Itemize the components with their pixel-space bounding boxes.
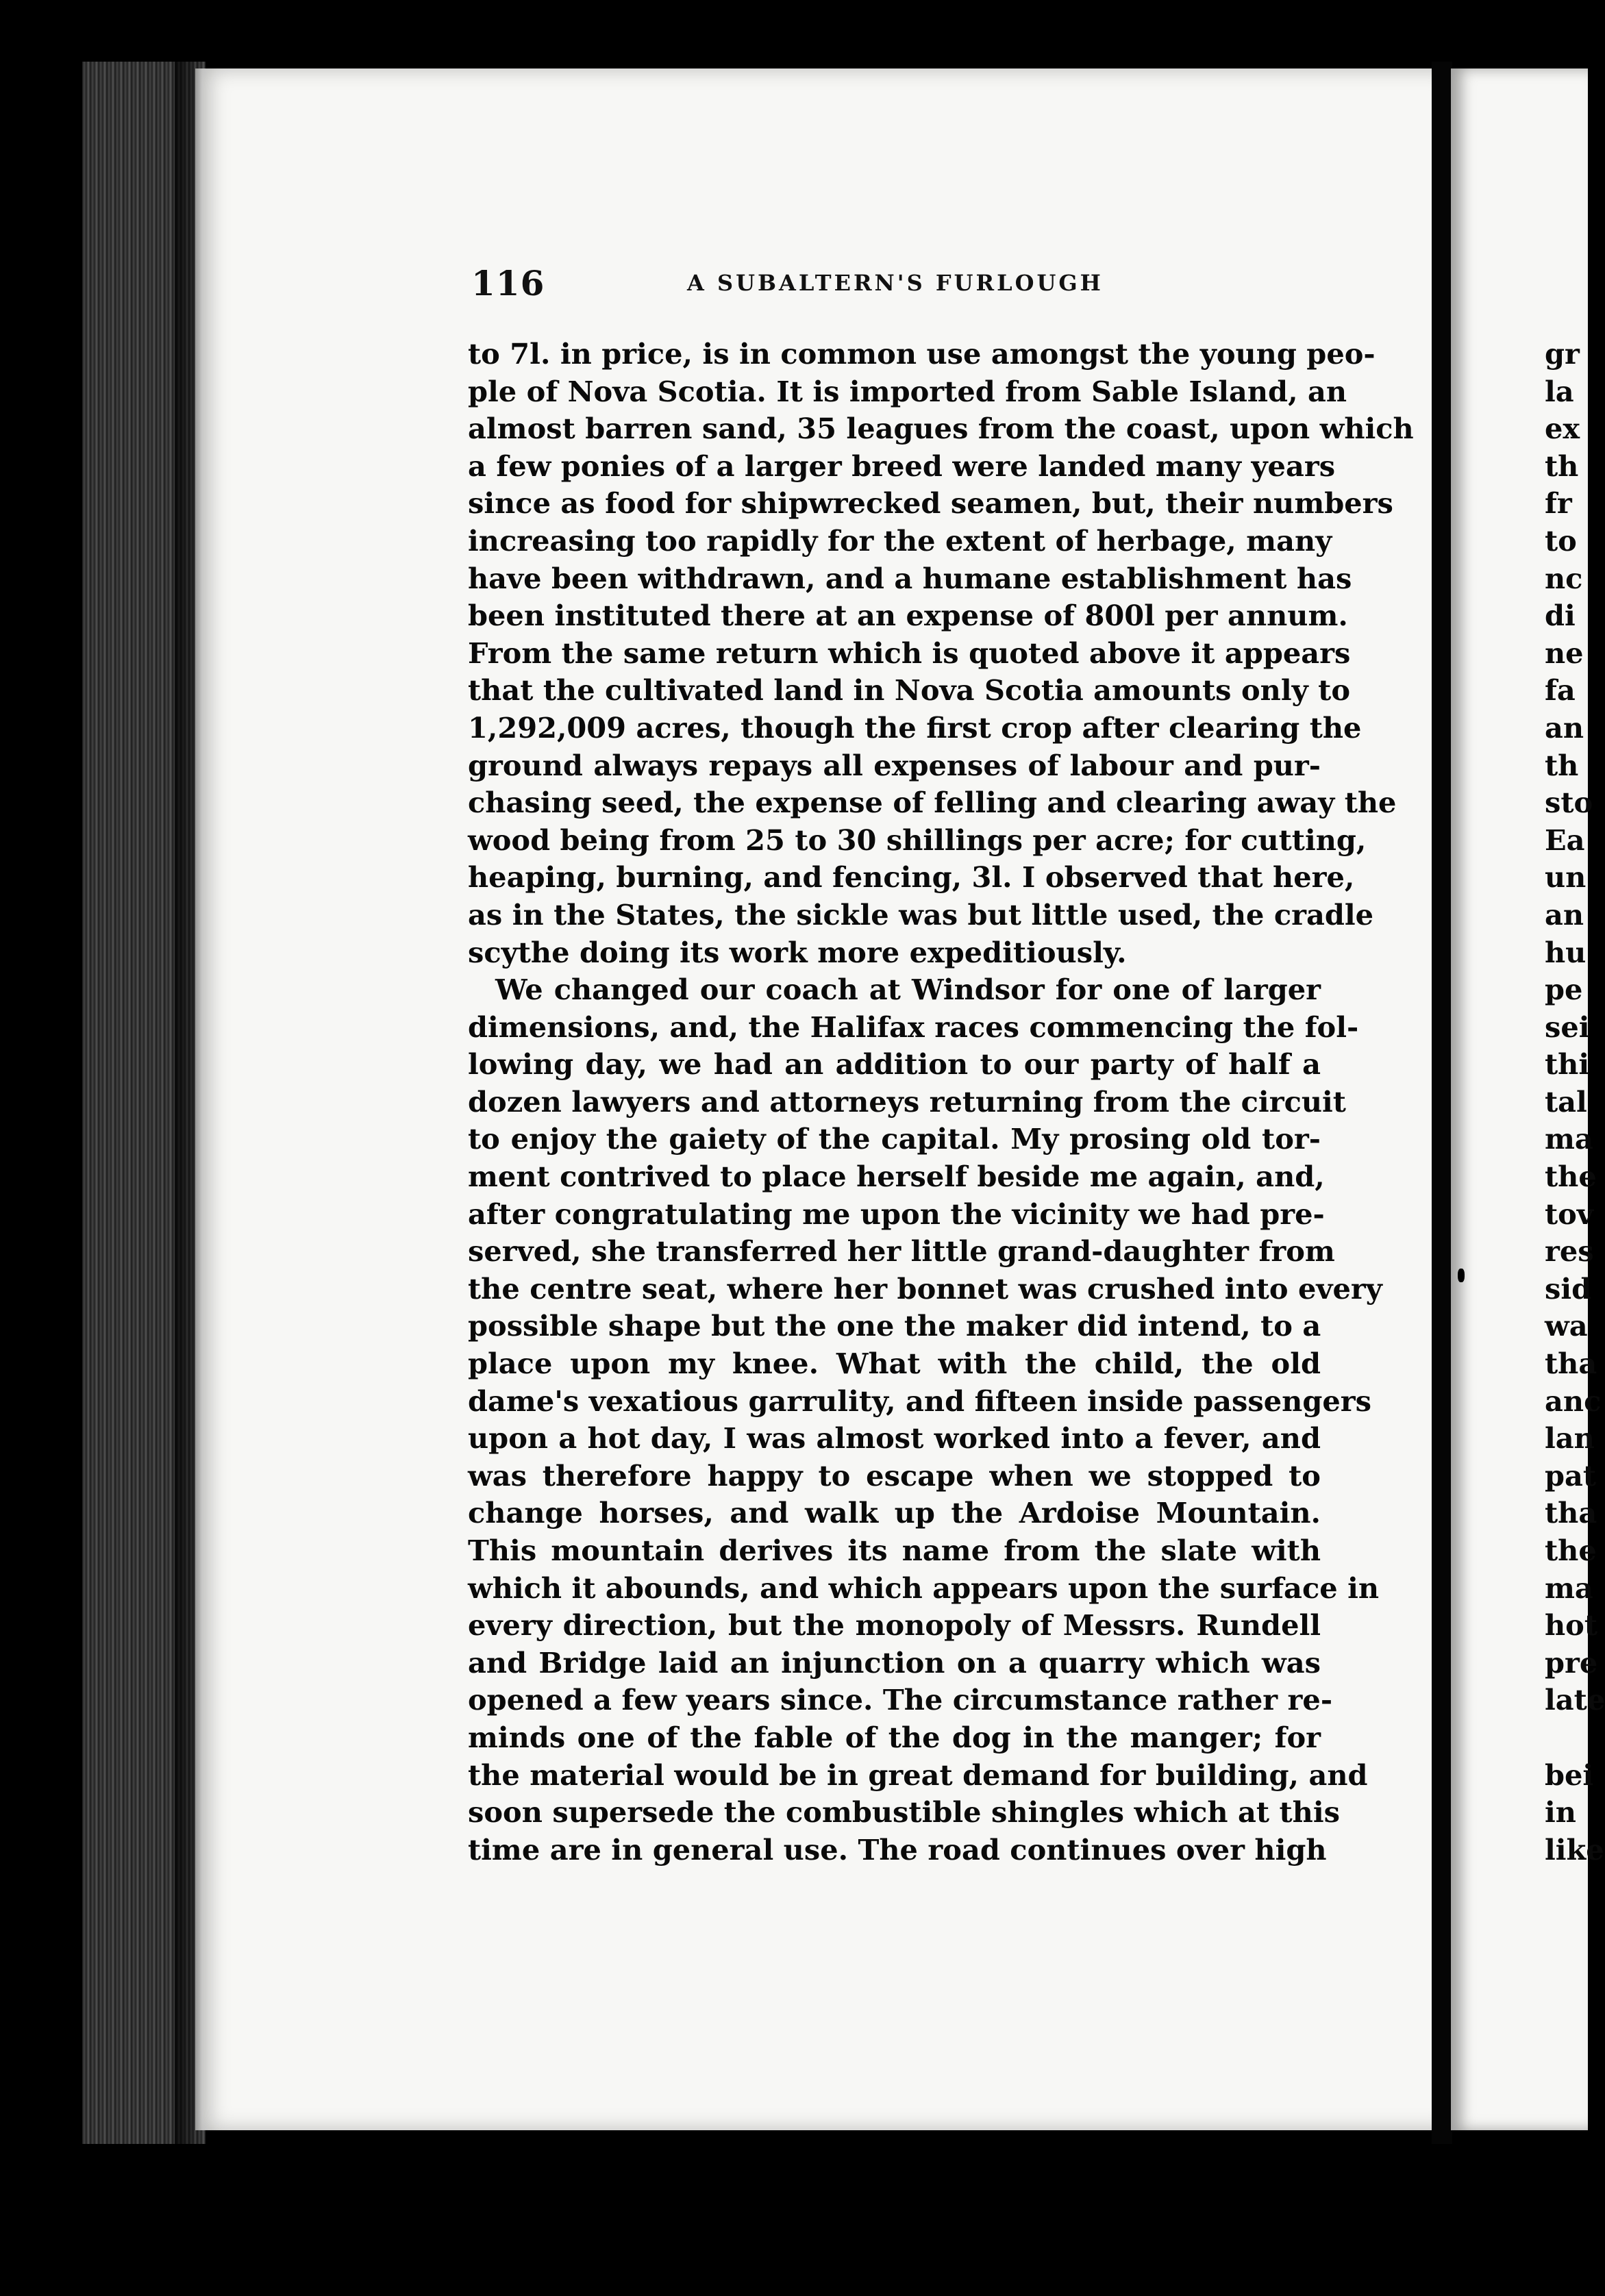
text-line: dozen lawyers and attorneys returning from the circuit: [468, 1084, 1346, 1119]
running-head: [471, 263, 1321, 311]
text-line: served, she transferred her little grand-daughter from: [468, 1234, 1335, 1269]
facing-text-fragment: thi: [1545, 1047, 1590, 1082]
facing-text-fragment: bei: [1545, 1758, 1594, 1792]
text-line: time are in general use. The road continues over high: [468, 1832, 1327, 1867]
body-text: [468, 336, 1414, 1869]
text-line: lowing day, we had an addition to our party of half a: [468, 1047, 1321, 1082]
text-line: ground always repays all expenses of labour and pur-: [468, 748, 1321, 782]
text-line: have been withdrawn, and a humane establishment has: [468, 561, 1352, 595]
text-line: as in the States, the sickle was but little used, the cradle: [468, 897, 1374, 932]
text-line: upon a hot day, I was almost worked into a fever, and: [468, 1421, 1321, 1456]
text-line: We changed our coach at Windsor for one of larger: [495, 973, 1321, 1007]
facing-text-fragment: tal: [1545, 1084, 1587, 1119]
facing-text-fragment: tha: [1545, 1496, 1597, 1530]
text-line: heaping, burning, and fencing, 3l. I observed that here,: [468, 860, 1355, 895]
text-line: opened a few years since. The circumstance rather re-: [468, 1683, 1333, 1717]
facing-text-fragment: hu: [1545, 935, 1587, 969]
text-line: since as food for shipwrecked seamen, but, their numbers: [468, 486, 1393, 521]
text-line: every direction, but the monopoly of Messrs. Rundell: [468, 1608, 1321, 1643]
facing-text-fragment: tha: [1545, 1347, 1597, 1381]
text-line: dame's vexatious garrulity, and fifteen inside passengers: [468, 1384, 1371, 1418]
text-line: which it abounds, and which appears upon the surface in: [468, 1571, 1380, 1605]
text-line: the material would be in great demand for building, and: [468, 1758, 1368, 1792]
facing-text-fragment: la: [1545, 374, 1574, 408]
text-line: after congratulating me upon the vicinity we had pre-: [468, 1197, 1325, 1231]
text-line: From the same return which is quoted above it appears: [468, 636, 1351, 670]
facing-text-fragment: the: [1545, 1534, 1597, 1567]
text-line: possible shape but the one the maker did intend, to a: [468, 1309, 1321, 1343]
page-number: 116: [471, 263, 545, 303]
facing-text-fragment: late: [1545, 1683, 1605, 1717]
text-line: place upon my knee. What with the child, the old: [468, 1347, 1321, 1381]
facing-text-fragment: [1545, 1719, 1588, 1757]
text-line: This mountain derives its name from the slate with: [468, 1534, 1321, 1567]
text-line: dimensions, and, the Halifax races commencing the fol-: [468, 1010, 1359, 1044]
facing-text-fragment: res: [1545, 1234, 1594, 1269]
facing-text-fragment: hot: [1545, 1608, 1598, 1643]
facing-text-fragment: anc: [1545, 1384, 1602, 1418]
text-line: soon supersede the combustible shingles which at this: [468, 1795, 1340, 1830]
text-line: that the cultivated land in Nova Scotia amounts only to: [468, 673, 1350, 708]
facing-text-fragment: di: [1545, 599, 1576, 633]
facing-text-fragment: an: [1545, 897, 1584, 932]
text-line: almost barren sand, 35 leagues from the coast, upon which: [468, 412, 1414, 446]
text-line: the centre seat, where her bonnet was crushed into every: [468, 1271, 1382, 1306]
text-line: ment contrived to place herself beside me again, and,: [468, 1160, 1325, 1194]
facing-text-fragment: sei: [1545, 1010, 1590, 1044]
spine-shadow: [175, 62, 202, 2144]
facing-text-fragment: ma: [1545, 1122, 1593, 1156]
facing-text-fragment: Ea: [1545, 823, 1585, 857]
facing-text-fragment: sid: [1545, 1271, 1592, 1306]
facing-text-fragment: tov: [1545, 1197, 1593, 1231]
facing-text-fragment: pe: [1545, 973, 1583, 1007]
text-line: to 7l. in price, is in common use amongst the young peo-: [468, 337, 1376, 371]
facing-text-fragment: th: [1545, 449, 1579, 483]
text-line: wood being from 25 to 30 shillings per acre; for cutting,: [468, 823, 1367, 857]
facing-text-fragment: sto: [1545, 786, 1593, 820]
facing-text-fragment: like: [1545, 1832, 1604, 1867]
running-title: A SUBALTERN'S FURLOUGH: [687, 270, 1104, 296]
facing-text-fragment: an: [1545, 710, 1584, 745]
book-gutter: [1432, 62, 1452, 2144]
text-line: to enjoy the gaiety of the capital. My prosing old tor-: [468, 1122, 1321, 1156]
text-line: minds one of the fable of the dog in the manger; for: [468, 1720, 1321, 1754]
facing-text-fragment: ex: [1545, 412, 1580, 446]
text-line: was therefore happy to escape when we stopped to: [468, 1458, 1321, 1493]
text-line: a few ponies of a larger breed were landed many years: [468, 449, 1336, 483]
facing-page-text: [1545, 336, 1605, 1869]
facing-text-fragment: th: [1545, 748, 1579, 782]
facing-text-fragment: nc: [1545, 561, 1583, 595]
facing-text-fragment: the: [1545, 1160, 1597, 1194]
text-line: scythe doing its work more expeditiously.: [468, 935, 1127, 969]
facing-text-fragment: lan: [1545, 1421, 1595, 1456]
facing-text-fragment: ne: [1545, 636, 1584, 670]
text-line: change horses, and walk up the Ardoise Mountain.: [468, 1496, 1321, 1530]
facing-text-fragment: un: [1545, 860, 1587, 895]
facing-text-fragment: in: [1545, 1795, 1576, 1830]
facing-page-speck: [1458, 1269, 1465, 1282]
text-line: and Bridge laid an injunction on a quarry which was: [468, 1645, 1321, 1680]
facing-text-fragment: ma: [1545, 1571, 1593, 1605]
facing-text-fragment: wa: [1545, 1309, 1588, 1343]
facing-text-fragment: fr: [1545, 486, 1572, 521]
text-line: been instituted there at an expense of 800l per annum.: [468, 599, 1348, 633]
facing-text-fragment: fa: [1545, 673, 1576, 708]
text-line: ple of Nova Scotia. It is imported from Sable Island, an: [468, 374, 1347, 408]
facing-text-fragment: gr: [1545, 337, 1580, 371]
text-line: increasing too rapidly for the extent of herbage, many: [468, 523, 1332, 558]
facing-text-fragment: pre: [1545, 1645, 1598, 1680]
text-line: chasing seed, the expense of felling and clearing away the: [468, 786, 1397, 820]
text-line: 1,292,009 acres, though the first crop after clearing the: [468, 710, 1362, 745]
facing-text-fragment: to: [1545, 523, 1577, 558]
facing-text-fragment: pat: [1545, 1458, 1597, 1493]
